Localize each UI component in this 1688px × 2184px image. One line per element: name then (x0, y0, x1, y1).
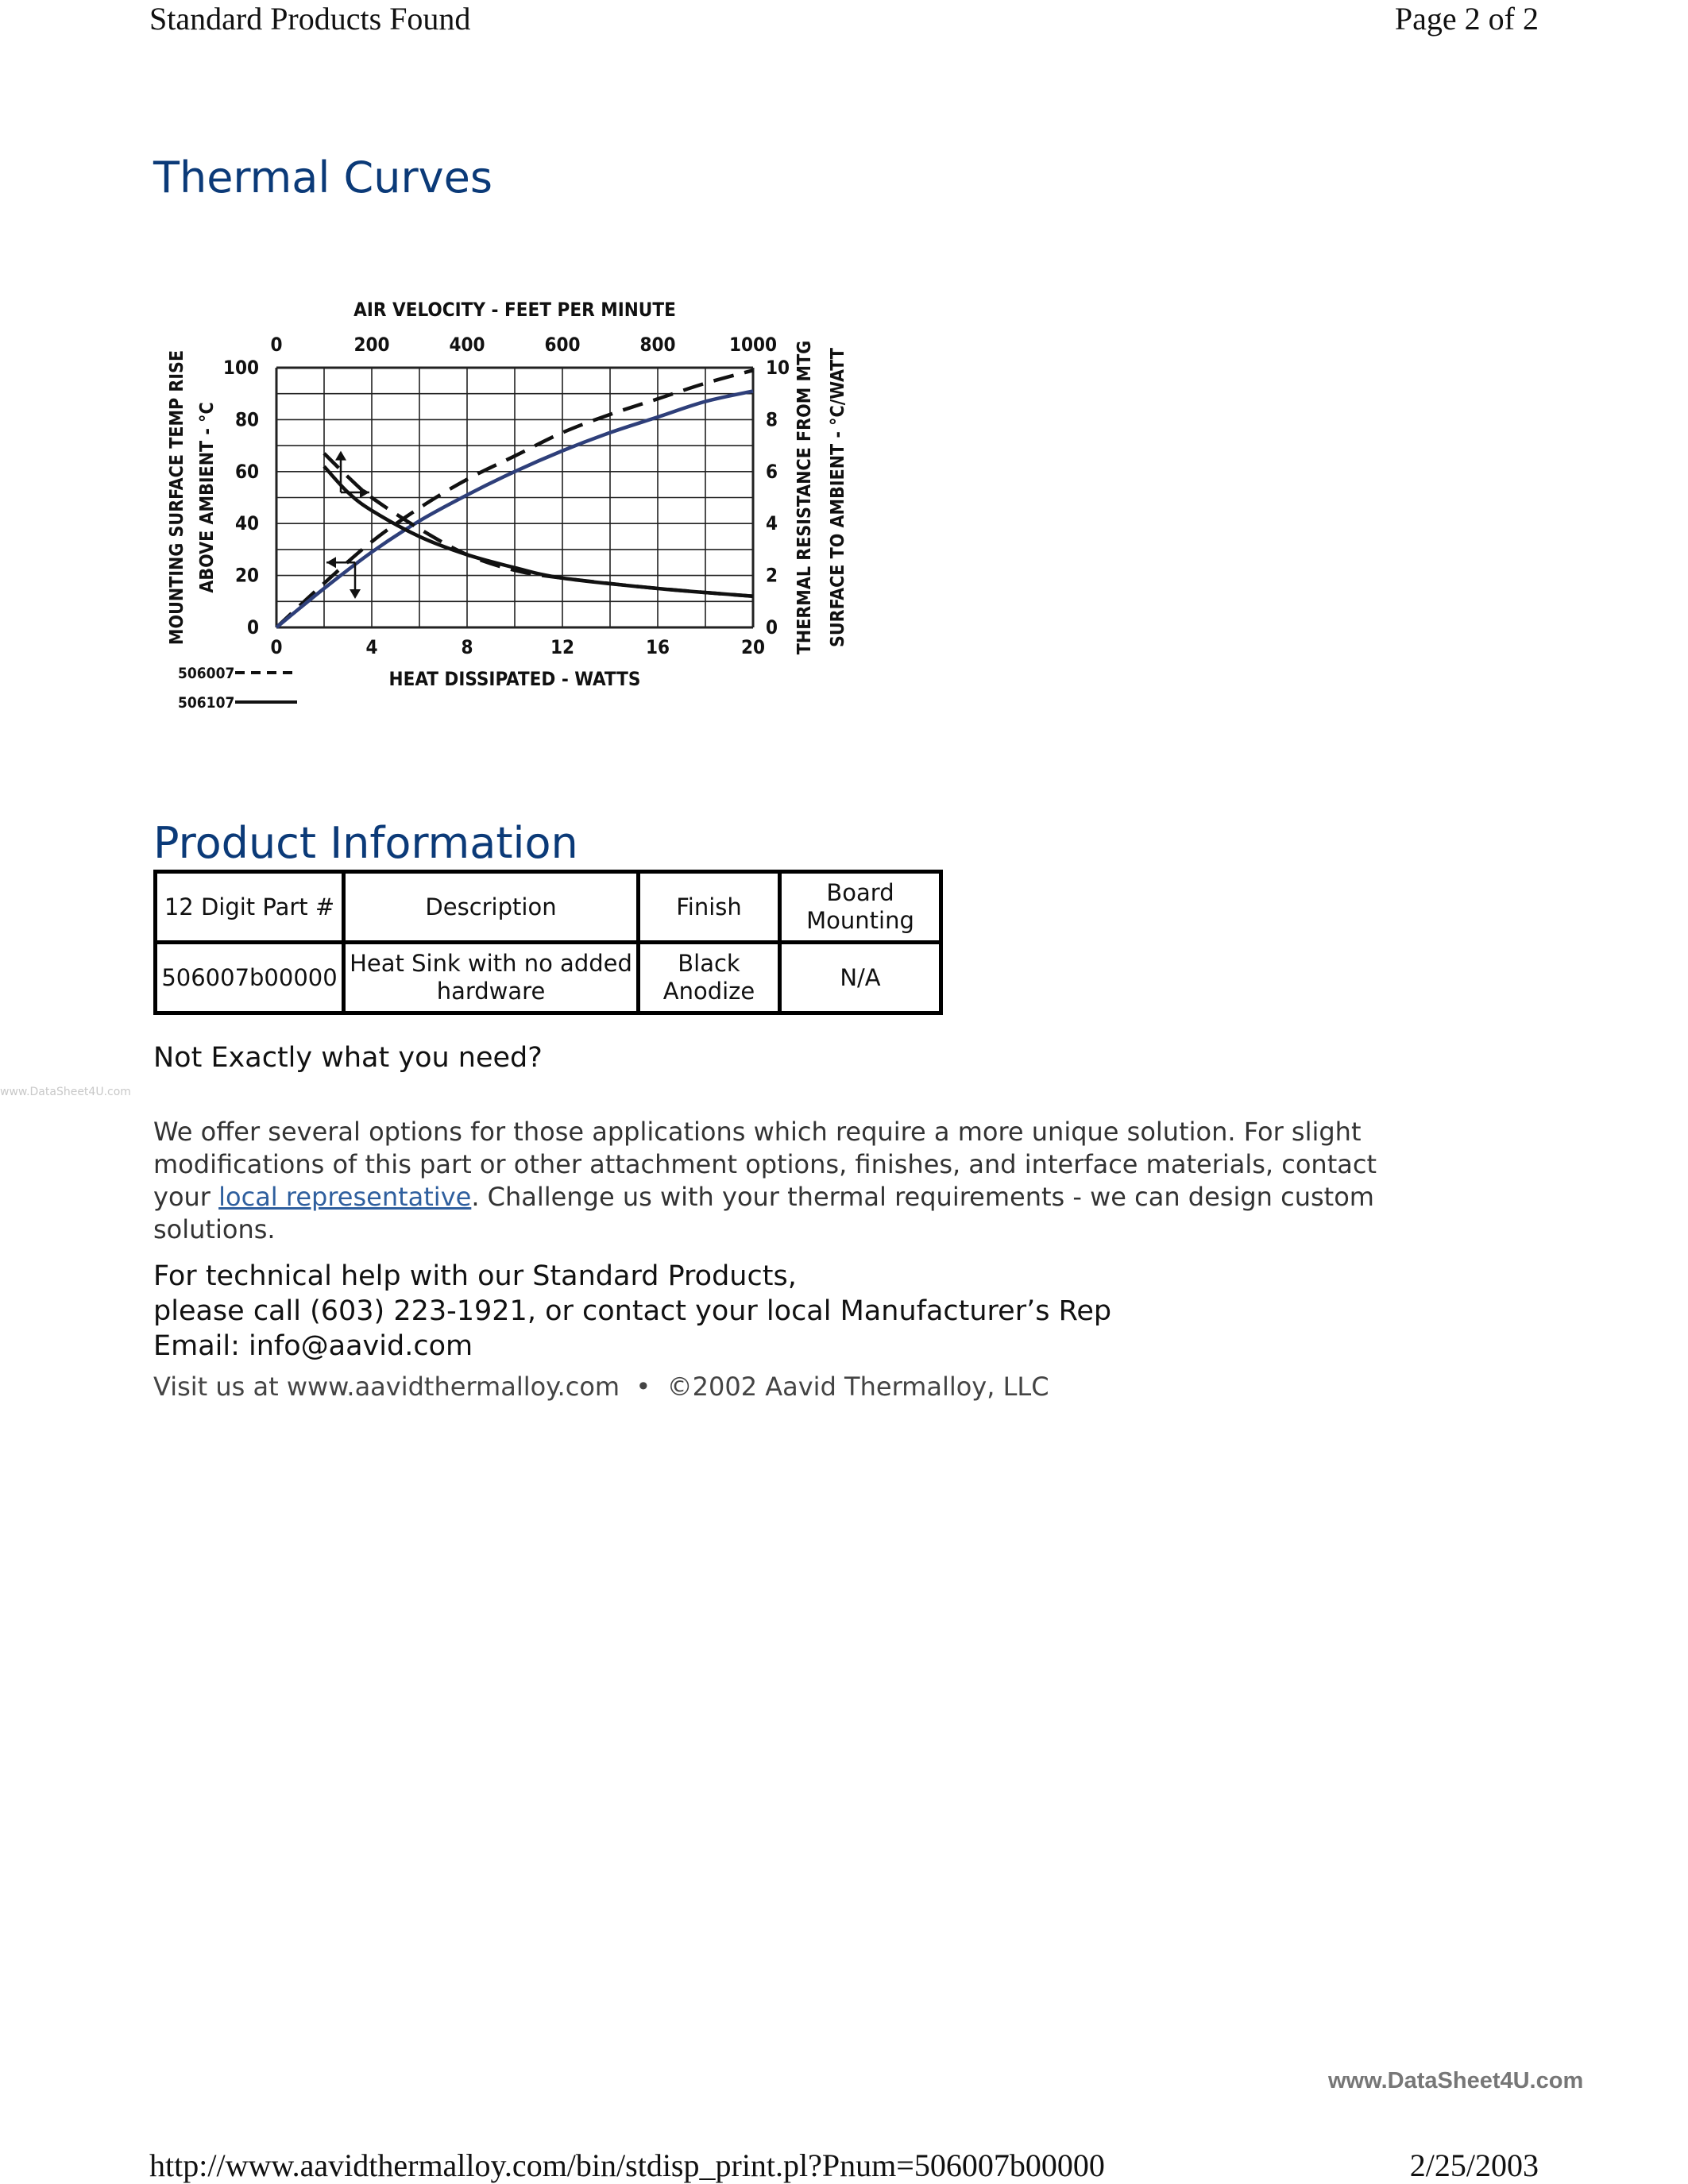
x-tick-label: 16 (645, 636, 670, 658)
product-information-title: Product Information (153, 818, 578, 868)
cell-description: Heat Sink with no added hardware (344, 943, 639, 1013)
cell-board-mounting: N/A (780, 943, 941, 1013)
top-tick-label: 800 (639, 334, 676, 356)
cell-part-number: 506007b00000 (156, 943, 344, 1013)
x-tick-label: 12 (550, 636, 575, 658)
y-right-tick-label: 8 (766, 408, 778, 431)
header-title: Standard Products Found (149, 1, 471, 37)
x-tick-label: 4 (365, 636, 378, 658)
y-left-tick-label: 40 (234, 512, 259, 535)
indicator-arrowhead-down (350, 589, 361, 599)
footer-url: http://www.aavidthermalloy.com/bin/stdisp_print.pl?Pnum=506007b00000 (149, 2147, 1105, 2183)
tech-help-line-2: please call (603) 223-1921, or contact your local Manufacturer’s Rep (153, 1295, 1112, 1327)
x-axis-label: HEAT DISSIPATED - WATTS (388, 668, 641, 690)
visit-copyright-line: Visit us at www.aavidthermalloy.com • ©2002 Aavid Thermalloy, LLC (153, 1372, 1049, 1402)
thermal-chart (159, 286, 874, 739)
tech-help-email: Email: info@aavid.com (153, 1330, 473, 1362)
column-header-part-number: 12 Digit Part # (156, 872, 344, 943)
y-right-tick-label: 2 (766, 564, 778, 587)
table-row (156, 943, 941, 1013)
column-header-board-mounting: Board Mounting (780, 872, 941, 943)
y-right-tick-label: 10 (766, 357, 790, 379)
paragraph-text-end: . Challenge us with your thermal requirements - we can design custom solutions. (153, 1182, 1374, 1244)
top-tick-label: 200 (353, 334, 390, 356)
y-right-tick-label: 6 (766, 460, 778, 483)
legend-label: 506007 (178, 665, 235, 682)
footer-date: 2/25/2003 (1409, 2147, 1539, 2183)
top-tick-label: 600 (544, 334, 581, 356)
product-information-table (153, 870, 943, 1015)
indicator-arrowhead-left (326, 557, 336, 568)
indicator-arrowhead-right (360, 487, 369, 498)
custom-solutions-paragraph (153, 1116, 1393, 1246)
column-header-description: Description (344, 872, 639, 943)
top-axis-label: AIR VELOCITY - FEET PER MINUTE (353, 299, 676, 321)
y-left-tick-label: 100 (222, 357, 259, 379)
y-right-tick-label: 4 (766, 512, 778, 535)
y-left-tick-label: 80 (234, 408, 259, 431)
y-left-tick-label: 0 (246, 616, 259, 639)
x-tick-label: 20 (740, 636, 766, 658)
not-exactly-heading: Not Exactly what you need? (153, 1042, 543, 1074)
top-tick-label: 400 (449, 334, 485, 356)
thermal-chart-svg (159, 286, 874, 739)
tech-help-line-1: For technical help with our Standard Products, (153, 1260, 797, 1292)
watermark-left: www.DataSheet4U.com (0, 1086, 131, 1098)
y-left-tick-label: 20 (234, 564, 259, 587)
indicator-arrowhead-up (335, 451, 346, 461)
top-tick-label: 0 (270, 334, 283, 356)
technical-help-block (153, 1259, 1111, 1364)
x-tick-label: 0 (270, 636, 283, 658)
cell-finish: Black Anodize (639, 943, 780, 1013)
legend-label: 506107 (178, 694, 235, 712)
local-representative-link[interactable]: local representative (218, 1182, 472, 1212)
y-right-axis-label-2: SURFACE TO AMBIENT - °C/WATT (828, 347, 848, 648)
top-tick-label: 1000 (728, 334, 778, 356)
x-tick-label: 8 (461, 636, 473, 658)
paragraph-text-start: We offer several options for those applications which require a more unique solution. For slight modifications of this part or other attachment options, finishes, and interface materials, contact your (153, 1117, 1377, 1212)
column-header-finish: Finish (639, 872, 780, 943)
series-line (324, 466, 753, 596)
header-page-number: Page 2 of 2 (1394, 1, 1539, 37)
y-left-axis-label-2: ABOVE AMBIENT - °C (197, 402, 218, 593)
thermal-curves-title: Thermal Curves (153, 152, 492, 203)
y-right-axis-label-1: THERMAL RESISTANCE FROM MTG (794, 340, 815, 655)
table-header-row (156, 872, 941, 943)
watermark-right: www.DataSheet4U.com (1328, 2068, 1584, 2093)
y-right-tick-label: 0 (766, 616, 778, 639)
y-left-tick-label: 60 (234, 460, 259, 483)
y-left-axis-label-1: MOUNTING SURFACE TEMP RISE (167, 349, 187, 646)
